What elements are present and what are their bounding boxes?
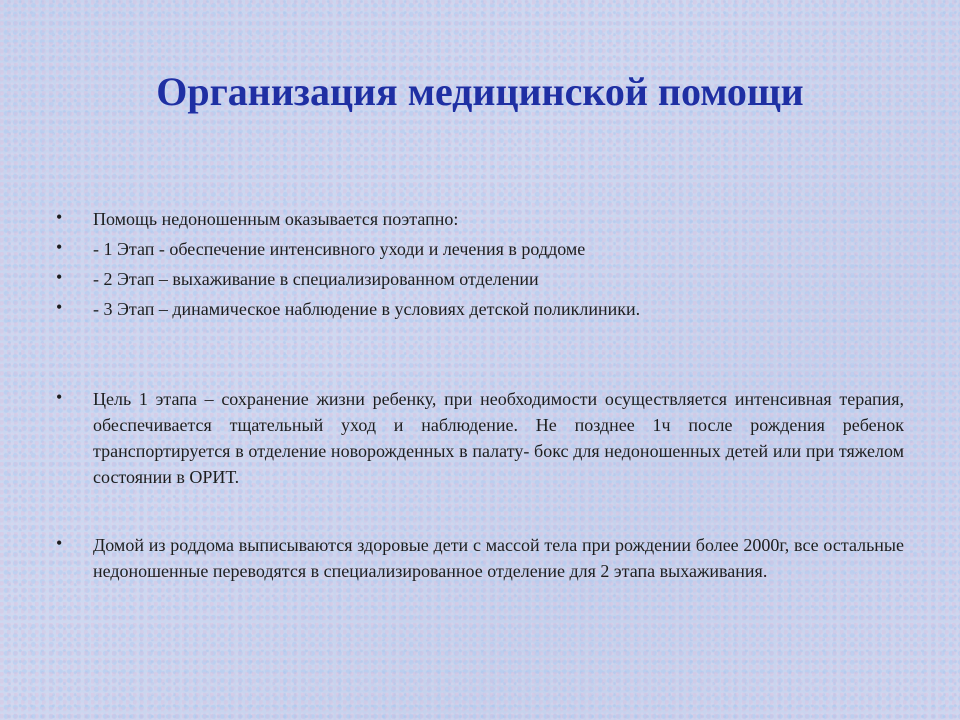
bullet-icon: • xyxy=(56,387,63,407)
list-item-text: Цель 1 этапа – сохранение жизни ребенку, при необходимости осуществляется интенсивная терапия, обеспечивается тщательный уход и наблюдение. Не позднее 1ч после рождения ребенок транспортируется в отделение новорожденных в палату- бокс для недоношенных детей или при тяжелом состоянии в ОРИТ. xyxy=(93,389,904,487)
list-item-text: - 3 Этап – динамическое наблюдение в условиях детской поликлиники. xyxy=(93,299,641,319)
list-item xyxy=(56,266,904,292)
list-item-text: Помощь недоношенным оказывается поэтапно: xyxy=(93,209,459,229)
bullet-icon: • xyxy=(56,207,63,227)
bullet-icon: • xyxy=(56,237,63,257)
bullet-list xyxy=(56,206,904,584)
list-item xyxy=(56,296,904,322)
list-item-text: - 1 Этап - обеспечение интенсивного уходи и лечения в роддоме xyxy=(93,239,586,259)
bullet-icon: • xyxy=(56,533,63,553)
bullet-icon: • xyxy=(56,297,63,317)
list-item-text: Домой из роддома выписываются здоровые дети с массой тела при рождении более 2000г, все остальные недоношенные переводятся в специализированное отделение для 2 этапа выхаживания. xyxy=(93,535,904,581)
list-item xyxy=(56,206,904,232)
slide-title: Организация медицинской помощи xyxy=(156,69,804,114)
list-item xyxy=(56,236,904,262)
list-item-text: - 2 Этап – выхаживание в специализированном отделении xyxy=(93,269,539,289)
list-item xyxy=(56,386,904,490)
bullet-icon: • xyxy=(56,267,63,287)
list-item xyxy=(56,532,904,584)
